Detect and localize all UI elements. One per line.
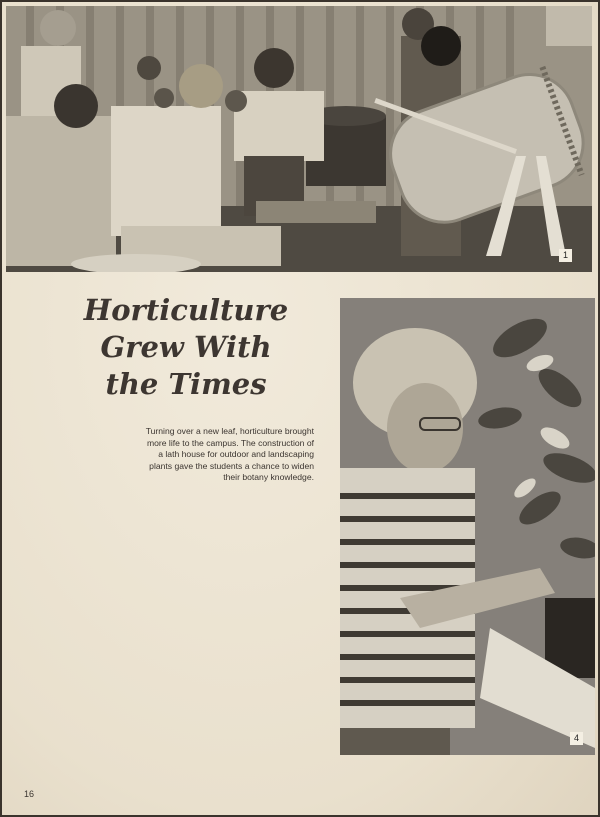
photo-boy-with-plants [340,298,595,755]
page-number: 16 [24,789,35,799]
article-caption: Turning over a new leaf, horticulture brought more life to the campus. The construction of a lath house for outdoor and landscaping plants gave the students a chance to widen their botany knowledge. [145,426,314,483]
photo-students-cement-mixer [6,6,592,272]
title-line-3: the Times [105,367,267,401]
photo-number-right: 4 [570,732,583,745]
photo-students-cement-mixer-image [6,6,592,272]
title-line-1: Horticulture [83,293,289,327]
article-title [72,292,300,403]
title-line-2: Grew With [100,330,272,364]
photo-number-top: 1 [559,249,572,262]
photo-boy-with-plants-image [340,298,595,755]
